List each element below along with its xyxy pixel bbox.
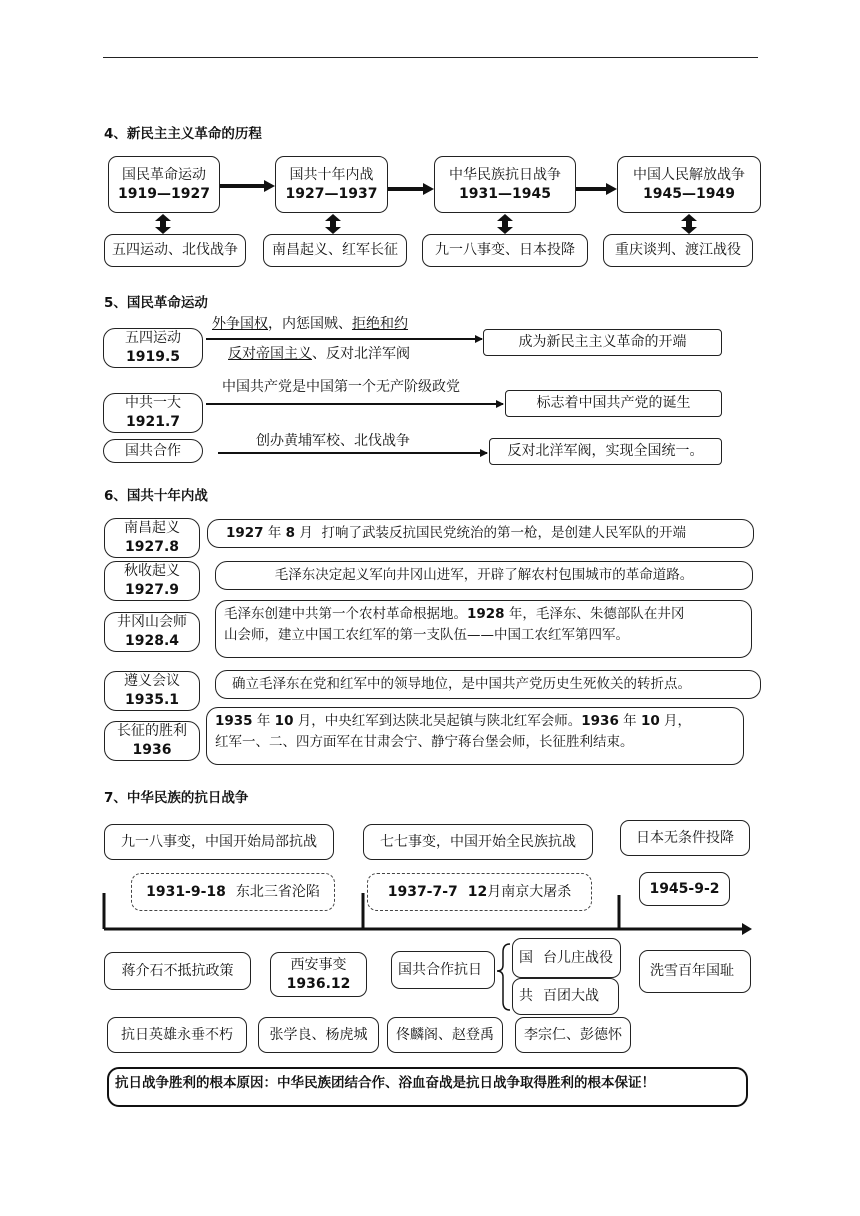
double-arrow-1 xyxy=(155,214,171,234)
event-year: 1935.1 xyxy=(124,692,180,708)
box-text: 西安事变 xyxy=(290,956,347,973)
event-name: 秋收起义 xyxy=(124,563,180,580)
battle-text: 台儿庄战役 xyxy=(543,949,613,966)
desc-part: 10 xyxy=(640,713,660,729)
double-arrow-3 xyxy=(497,214,513,234)
event-name: 国共合作 xyxy=(125,442,181,459)
section-5-title: 5、国民革命运动 xyxy=(104,295,208,311)
stage-name: 国民革命运动 xyxy=(122,166,206,183)
desc-part: 月，中央红军到达陕北吴起镇与陕北红军会师。 xyxy=(297,713,582,729)
party-text: 国 xyxy=(519,949,533,966)
conclusion-text: 抗日战争胜利的根本原因：中华民族团结合作、浴血奋战是抗日战争取得胜利的根本保证！ xyxy=(115,1075,655,1091)
event-name: 南昌起义 xyxy=(124,520,180,537)
desc-part: 年，毛泽东、朱德部队在井冈 xyxy=(508,606,685,622)
desc-part: 10 xyxy=(274,713,294,729)
party-text: 共 xyxy=(519,988,533,1005)
event-year: 1921.7 xyxy=(125,414,181,430)
section-6-title: 6、国共十年内战 xyxy=(104,488,208,504)
box-text: 李宗仁、彭德怀 xyxy=(524,1026,622,1043)
date-text: 东北三省沦陷 xyxy=(235,883,320,900)
box-text: 洗雪百年国耻 xyxy=(650,963,734,980)
desc-line-2: 山会师，建立中国工农红军的第一支队伍——中国工农红军第四军。 xyxy=(224,626,629,643)
section-7-title: 7、中华民族的抗日战争 xyxy=(104,790,249,806)
event-year: 1919.5 xyxy=(125,349,181,365)
section-4-title: 4、新民主主义革命的历程 xyxy=(104,126,262,142)
desc-part: 年 xyxy=(623,713,637,729)
date-text: 1945-9-2 xyxy=(649,880,720,897)
stage-arrowhead-3 xyxy=(606,183,617,195)
event-name: 五四运动 xyxy=(125,330,181,347)
desc-part: 月， xyxy=(664,713,692,729)
result-text: 反对北洋军阀，实现全国统一。 xyxy=(507,443,704,460)
events-text: 九一八事变、日本投降 xyxy=(435,242,575,259)
box-year: 1936.12 xyxy=(286,975,351,992)
timeline xyxy=(104,893,752,1010)
stage-years: 1919—1927 xyxy=(118,185,210,202)
desc-part: 年 xyxy=(256,713,271,729)
result-text: 成为新民主主义革命的开端 xyxy=(518,334,687,351)
event-name: 遵义会议 xyxy=(124,673,180,690)
event-year: 1928.4 xyxy=(124,633,180,649)
double-arrows xyxy=(155,214,697,234)
box-text: 张学良、杨虎城 xyxy=(269,1026,368,1043)
label-part: 反对帝国主义 xyxy=(228,346,312,362)
desc-part: 1936 xyxy=(581,713,619,729)
event-name: 井冈山会师 xyxy=(117,614,187,631)
date-text: 1931-9-18 xyxy=(146,883,226,900)
stage-name: 中国人民解放战争 xyxy=(633,166,745,183)
desc-part: 1928 xyxy=(467,606,505,622)
double-arrow-2 xyxy=(325,214,341,234)
box-text: 蒋介石不抵抗政策 xyxy=(121,962,234,979)
desc-part: 年 xyxy=(267,525,282,541)
label-part: 外争国权 xyxy=(212,316,268,332)
desc-part: 8 xyxy=(285,525,296,541)
box-text: 七七事变，中国开始全民族抗战 xyxy=(380,833,576,850)
stage-years: 1945—1949 xyxy=(643,185,735,202)
battle-brace xyxy=(497,944,510,1010)
desc-part: 1927 xyxy=(226,525,264,541)
event-year: 1927.8 xyxy=(124,539,180,555)
box-text: 九一八事变，中国开始局部抗战 xyxy=(121,833,317,850)
stage-years: 1931—1945 xyxy=(459,185,551,202)
timeline-arrowhead xyxy=(742,923,752,935)
desc-part: 1935 xyxy=(215,713,253,729)
s5-arrows xyxy=(206,339,503,453)
date-text: 月南京大屠杀 xyxy=(487,883,572,900)
stage-arrowhead-1 xyxy=(264,180,275,192)
result-text: 标志着中国共产党的诞生 xyxy=(536,395,691,412)
events-text: 重庆谈判、渡江战役 xyxy=(615,242,741,259)
date-text: 1937-7-7 xyxy=(387,883,458,900)
event-year: 1936 xyxy=(132,742,172,758)
coop-label: 创办黄埔军校、北伐战争 xyxy=(256,433,410,449)
double-arrow-4 xyxy=(681,214,697,234)
desc-part: 月 xyxy=(299,525,313,541)
box-text: 抗日英雄永垂不朽 xyxy=(121,1026,233,1043)
cpc-label: 中国共产党是中国第一个无产阶级政党 xyxy=(222,379,460,395)
label-part: 拒绝和约 xyxy=(352,316,408,332)
box-text: 佟麟阁、赵登禹 xyxy=(396,1026,494,1043)
stage-name: 国共十年内战 xyxy=(289,166,374,183)
stage-years: 1927—1937 xyxy=(285,185,378,202)
stage-arrowhead-2 xyxy=(423,183,434,195)
desc-part: 毛泽东创建中共第一个农村革命根据地。 xyxy=(224,606,467,622)
desc-line-2: 红军一、二、四方面军在甘肃会宁、静宁蒋台堡会师，长征胜利结束。 xyxy=(215,733,634,750)
battle-text: 百团大战 xyxy=(543,988,599,1005)
label-part: 、反对北洋军阀 xyxy=(312,346,410,362)
label-part: ，内惩国贼、 xyxy=(268,316,352,332)
event-name: 中共一大 xyxy=(125,395,181,412)
desc-part: 打响了武装反抗国民党统治的第一枪，是创建人民军队的开端 xyxy=(321,525,686,541)
event-year: 1927.9 xyxy=(124,582,180,598)
box-text: 国共合作抗日 xyxy=(398,961,482,978)
zunyi-desc: 确立毛泽东在党和红军中的领导地位，是中国共产党历史生死攸关的转折点。 xyxy=(215,670,761,699)
events-text: 五四运动、北伐战争 xyxy=(112,242,238,259)
stage-arrows xyxy=(220,180,617,195)
events-text: 南昌起义、红军长征 xyxy=(272,242,398,259)
event-name: 长征的胜利 xyxy=(117,723,187,740)
stage-name: 中华民族抗日战争 xyxy=(449,166,561,183)
date-text: 12 xyxy=(467,883,488,900)
qiushou-desc: 毛泽东决定起义军向井冈山进军，开辟了解农村包围城市的革命道路。 xyxy=(215,561,753,590)
box-text: 日本无条件投降 xyxy=(636,829,734,846)
